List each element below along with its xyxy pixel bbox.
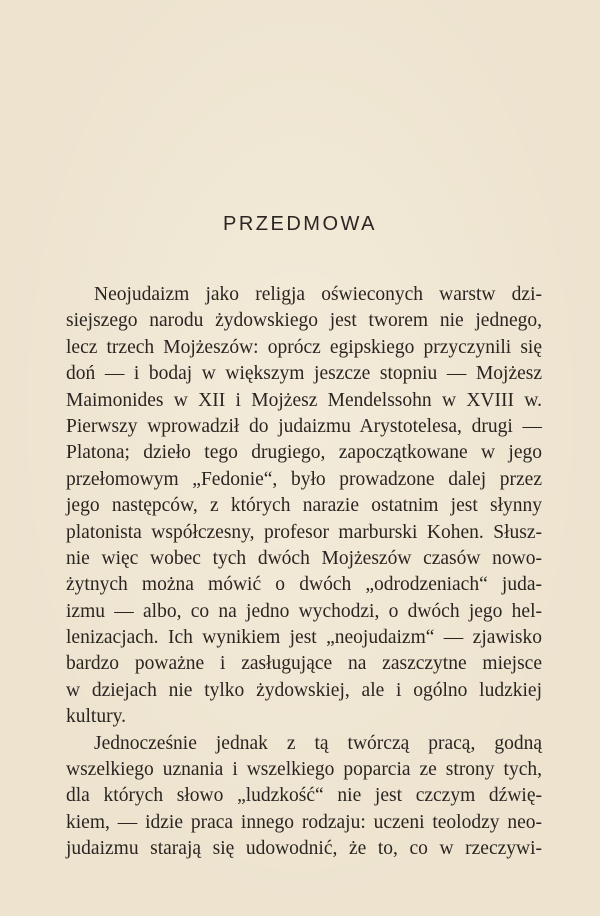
- text-line: siejszego narodu żydowskiego jest tworem nie jednego,: [66, 310, 542, 332]
- text-line: platonista współczesny, profesor marburski Kohen. Słusz-: [66, 521, 542, 543]
- text-line: Platona; dzieło tego drugiego, zapoczątkowane w jego: [66, 442, 542, 464]
- text-line: judaizmu starają się udowodnić, że to, co w rzeczywi-: [66, 838, 542, 860]
- text-line: lecz trzech Mojżeszów: oprócz egipskiego przyczynili się: [66, 336, 542, 358]
- text-line: kultury.: [66, 706, 126, 728]
- text-line: izmu — albo, co na jedno wychodzi, o dwóch jego hel-: [66, 600, 542, 622]
- text-line: Jednocześnie jednak z tą twórczą pracą, godną: [94, 732, 542, 754]
- text-line: nie więc wobec tych dwóch Mojżeszów czasów nowo-: [66, 547, 542, 569]
- paragraph-1: [66, 282, 542, 731]
- text-line: Neojudaizm jako religja oświeconych warstw dzi-: [94, 284, 542, 305]
- text-line: bardzo poważne i zasługujące na zaszczytne miejsce: [66, 653, 542, 675]
- text-line: Pierwszy wprowadził do judaizmu Arystotelesa, drugi —: [66, 415, 542, 437]
- text-line: jego następców, z których narazie ostatnim jest słynny: [66, 495, 542, 517]
- text-line: lenizacjach. Ich wynikiem jest „neojudaizm“ — zjawisko: [66, 627, 542, 649]
- text-line: w dziejach nie tylko żydowskiej, ale i ogólno ludzkiej: [66, 679, 542, 701]
- body-text: [66, 282, 542, 863]
- paragraph-2: [66, 731, 542, 863]
- text-line: żytnych można mówić o dwóch „odrodzeniach“ juda-: [66, 574, 542, 596]
- page-title: PRZEDMOWA: [223, 213, 377, 235]
- text-line: kiem, — idzie praca innego rodzaju: uczeni teolodzy neo-: [66, 811, 542, 833]
- text-line: dla których słowo „ludzkość“ nie jest czczym dźwię-: [66, 785, 542, 807]
- text-line: przełomowym „Fedonie“, było prowadzone dalej przez: [66, 468, 542, 490]
- text-line: wszelkiego uznania i wszelkiego poparcia ze strony tych,: [66, 759, 542, 781]
- text-line: Maimonides w XII i Mojżesz Mendelssohn w XVIII w.: [66, 389, 542, 411]
- text-line: doń — i bodaj w większym jeszcze stopniu — Mojżesz: [66, 363, 542, 385]
